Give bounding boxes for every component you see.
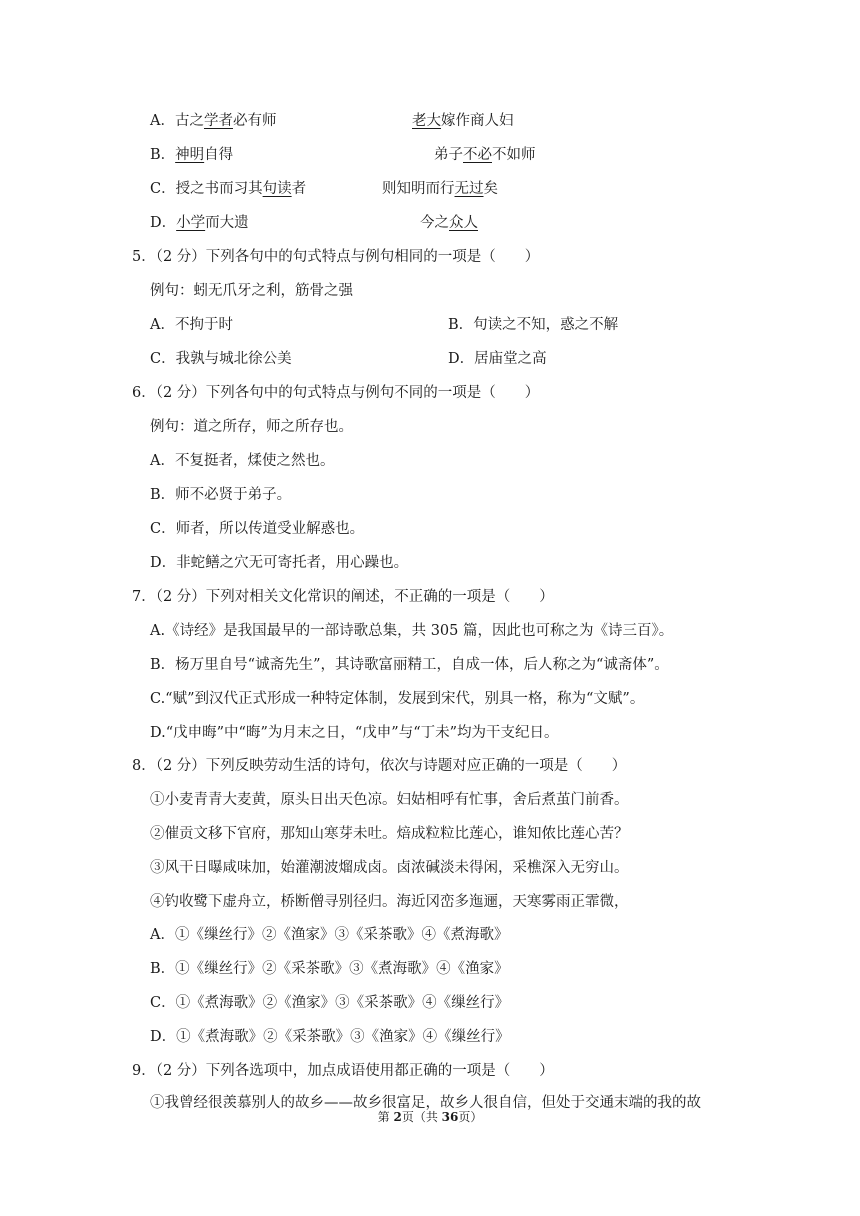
q4-option-a-right: 老大嫁作商人妇 xyxy=(412,113,514,129)
q7-option-c: C.“赋”到汉代正式形成一种特定体制，发展到宋代，别具一格，称为“文赋”。 xyxy=(150,691,645,707)
q5-option-b: B．句读之不知，惑之不解 xyxy=(448,317,619,333)
q4-option-c-right: 则知明而行无过矣 xyxy=(382,181,498,197)
q6-option-c: C．师者，所以传道受业解惑也。 xyxy=(150,521,365,537)
q8-poem-3: ③风干日曝咸味加，始灌潮波熘成卤。卤浓碱淡未得闲，采樵深入无穷山。 xyxy=(150,860,629,876)
q4-option-b-right: 弟子不必不如师 xyxy=(434,147,536,163)
q8-stem: 8．（2 分）下列反映劳动生活的诗句，依次与诗题对应正确的一项是（ ） xyxy=(132,758,627,774)
underlined-word: 小学 xyxy=(176,215,206,231)
q7-stem: 7．（2 分）下列对相关文化常识的阐述，不正确的一项是（ ） xyxy=(132,589,554,605)
page-number: 2 xyxy=(393,1110,402,1124)
q4-option-d: D．小学而大遗 xyxy=(150,215,249,231)
q4-option-a: A．古之学者必有师 xyxy=(150,113,277,129)
q7-option-b: B．杨万里自号“诚斋先生”，其诗歌富丽精工，自成一体，后人称之为“诚斋体”。 xyxy=(150,657,669,673)
q8-option-d: D．①《煮海歌》②《采茶歌》③《渔家》④《缫丝行》 xyxy=(150,1029,510,1045)
page-footer: 第 2页（共 36页） xyxy=(377,1110,483,1124)
q8-poem-2: ②催贡文移下官府，那知山寒芽未吐。焙成粒粒比莲心，谁知侬比莲心苦？ xyxy=(150,826,629,842)
q6-option-a: A．不复挺者，煣使之然也。 xyxy=(150,453,335,469)
q8-option-b: B．①《缫丝行》②《采茶歌》③《煮海歌》④《渔家》 xyxy=(150,961,509,977)
q6-option-d: D．非蛇鳝之穴无可寄托者，用心躁也。 xyxy=(150,555,409,571)
q7-option-d: D.“戊申晦”中“晦”为月末之日，“戊申”与“丁未”均为干支纪日。 xyxy=(150,725,559,741)
total-pages: 36 xyxy=(441,1110,459,1124)
q8-option-a: A．①《缫丝行》②《渔家》③《采茶歌》④《煮海歌》 xyxy=(150,927,509,943)
q4-option-c: C．授之书而习其句读者 xyxy=(150,181,307,197)
underlined-word: 众人 xyxy=(449,215,478,231)
q8-option-c: C．①《煮海歌》②《渔家》③《采茶歌》④《缫丝行》 xyxy=(150,995,510,1011)
q5-example: 例句：蚓无爪牙之利，筋骨之强 xyxy=(150,283,353,299)
q4-option-b: B．神明自得 xyxy=(150,147,234,163)
underlined-word: 无过 xyxy=(454,181,484,197)
q6-option-b: B．师不必贤于弟子。 xyxy=(150,487,292,503)
underlined-word: 句读 xyxy=(262,181,292,197)
underlined-word: 学者 xyxy=(203,113,233,129)
q5-option-a: A．不拘于时 xyxy=(150,317,233,333)
underlined-word: 老大 xyxy=(412,113,441,129)
q5-option-d: D．居庙堂之高 xyxy=(448,351,547,367)
q5-option-c: C．我孰与城北徐公美 xyxy=(150,351,292,367)
q8-poem-4: ④钓收鹭下虚舟立，桥断僧寻别径归。海近冈峦多迤逦，天寒雾雨正霏微， xyxy=(150,894,629,910)
q7-option-a: A.《诗经》是我国最早的一部诗歌总集，共 305 篇，因此也可称之为《诗三百》。 xyxy=(150,623,674,639)
q4-option-d-right: 今之众人 xyxy=(420,215,478,231)
q6-stem: 6．（2 分）下列各句中的句式特点与例句不同的一项是（ ） xyxy=(132,385,540,401)
q5-stem: 5．（2 分）下列各句中的句式特点与例句相同的一项是（ ） xyxy=(132,249,540,265)
underlined-word: 神明 xyxy=(175,147,205,163)
q9-line-1: ①我曾经很羡慕别人的故乡——故乡很富足，故乡人很自信，但处于交通末端的我的故 xyxy=(150,1095,701,1111)
q8-poem-1: ①小麦青青大麦黄，原头日出天色凉。妇姑相呼有忙事，舍后煮茧门前香。 xyxy=(150,792,629,808)
q6-example: 例句：道之所存，师之所存也。 xyxy=(150,419,353,435)
underlined-word: 不必 xyxy=(463,147,492,163)
q9-stem: 9．（2 分）下列各选项中，加点成语使用都正确的一项是（ ） xyxy=(132,1063,554,1079)
